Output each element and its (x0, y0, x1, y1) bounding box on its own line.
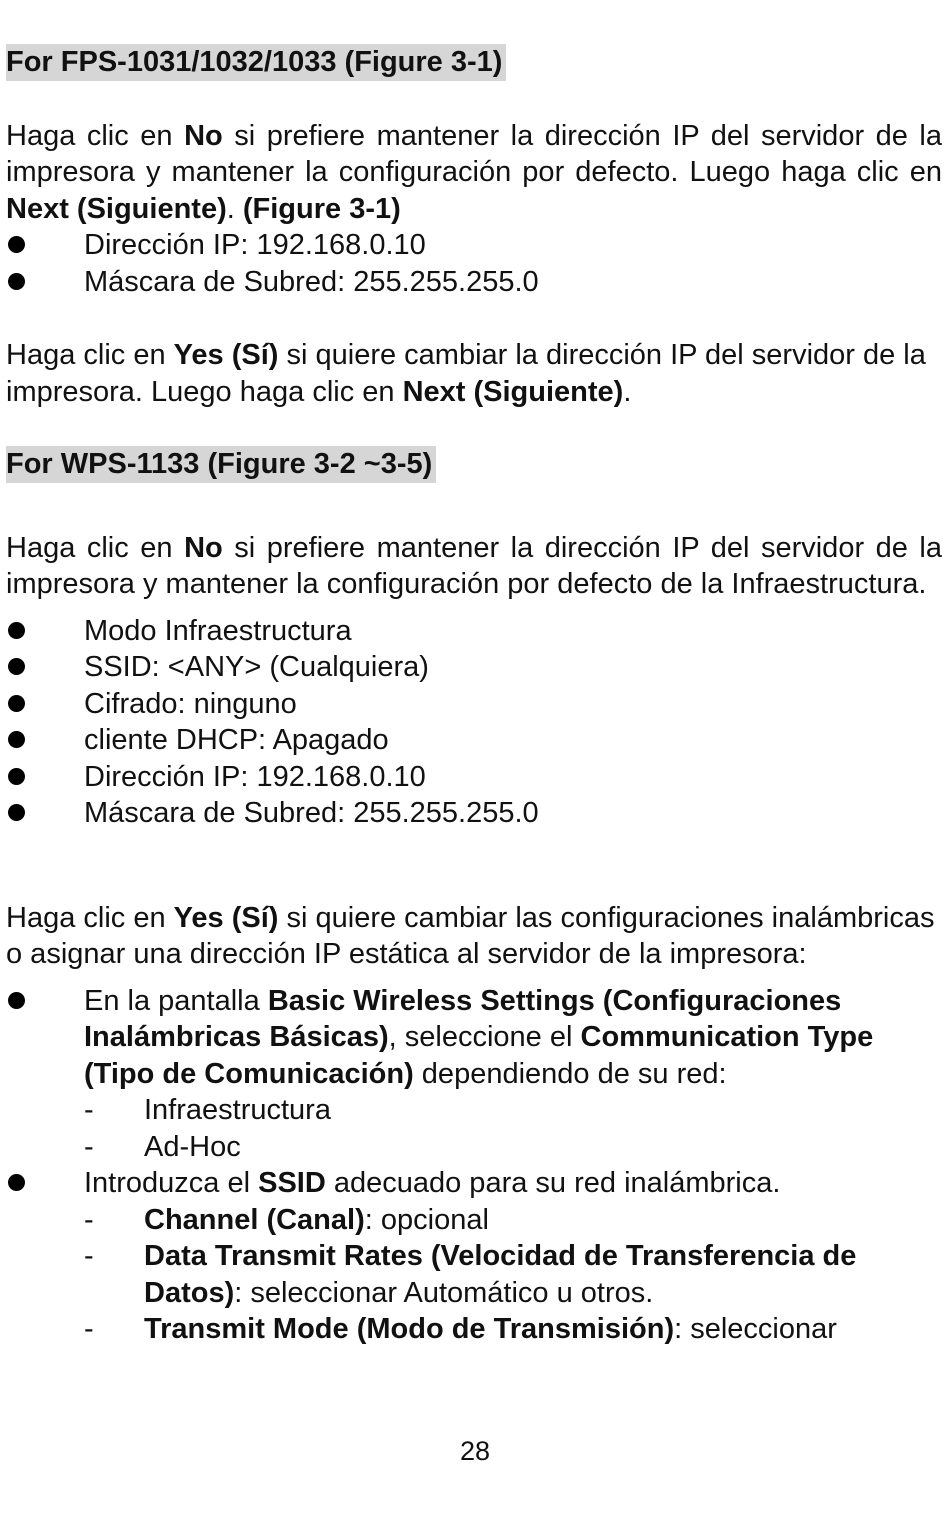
sub-list-item: - Infraestructura (84, 1094, 331, 1126)
bullet-list-fps-defaults (6, 227, 942, 300)
bullet-icon (8, 658, 25, 675)
section-heading-wps: For WPS-1133 (Figure 3-2 ~3-5) (6, 446, 436, 483)
list-item: Máscara de Subred: 255.255.255.0 (6, 795, 942, 832)
list-item: Dirección IP: 192.168.0.10 (6, 759, 942, 796)
page-number: 28 (459, 1436, 491, 1466)
paragraph-wps-yes: Haga clic en Yes (Sí) si quiere cambiar las configuraciones inalámbricas o asignar una dirección IP estática al servidor de la impresora: (6, 901, 935, 970)
sub-list-item: - Transmit Mode (Modo de Transmisión): seleccionar (84, 1313, 837, 1345)
bullet-icon (8, 992, 25, 1009)
paragraph-fps-yes: Haga clic en Yes (Sí) si quiere cambiar la dirección IP del servidor de la impresora. Luego haga clic en Next (Siguiente). (6, 339, 926, 408)
bullet-icon (8, 622, 25, 639)
sub-list-item: - Ad-Hoc (84, 1130, 241, 1163)
bullet-icon (8, 768, 25, 785)
bullet-icon (8, 695, 25, 712)
sub-list-item: - Data Transmit Rates (Velocidad de Transferencia de Datos): seleccionar Automático u otros. (84, 1240, 857, 1309)
list-item: Dirección IP: 192.168.0.10 (6, 227, 942, 264)
list-item: Introduzca el SSID adecuado para su red inalámbrica. - Channel (Canal): opcional - Data Transmit Rates (Velocidad de Transferencia de Datos): seleccionar Automático u otros. - Transmit Mode (Modo de Transmisión): seleccionar (6, 1165, 942, 1348)
document-page (6, 0, 942, 1348)
sub-list-communication-type (84, 1092, 942, 1165)
list-item: cliente DHCP: Apagado (6, 722, 942, 759)
section-heading-fps: For FPS-1031/1032/1033 (Figure 3-1) (6, 44, 506, 81)
bullet-icon (8, 273, 25, 290)
bullet-list-wps-steps (6, 983, 942, 1348)
sub-list-item: - Channel (Canal): opcional (84, 1203, 489, 1236)
bullet-icon (8, 236, 25, 253)
list-item: Máscara de Subred: 255.255.255.0 (6, 264, 942, 301)
list-item: Modo Infraestructura (6, 613, 942, 650)
list-item: En la pantalla Basic Wireless Settings (Configuraciones Inalámbricas Básicas), seleccione el Communication Type (Tipo de Comunicación) dependiendo de su red: - Infraestructura - Ad-Hoc (6, 983, 942, 1166)
list-item: SSID: <ANY> (Cualquiera) (6, 649, 942, 686)
list-item: Cifrado: ninguno (6, 686, 942, 723)
bullet-icon (8, 804, 25, 821)
paragraph-wps-no: Haga clic en No si prefiere mantener la dirección IP del servidor de la impresora y mantener la configuración por defecto de la Infraestructura. (6, 531, 942, 600)
sub-list-ssid-options (84, 1202, 942, 1348)
bullet-icon (8, 1174, 25, 1191)
bullet-list-wps-defaults (6, 613, 942, 832)
bullet-icon (8, 731, 25, 748)
paragraph-fps-no: Haga clic en No si prefiere mantener la dirección IP del servidor de la impresora y mantener la configuración por defecto. Luego haga clic en Next (Siguiente). (Figure 3-1) (6, 119, 942, 225)
